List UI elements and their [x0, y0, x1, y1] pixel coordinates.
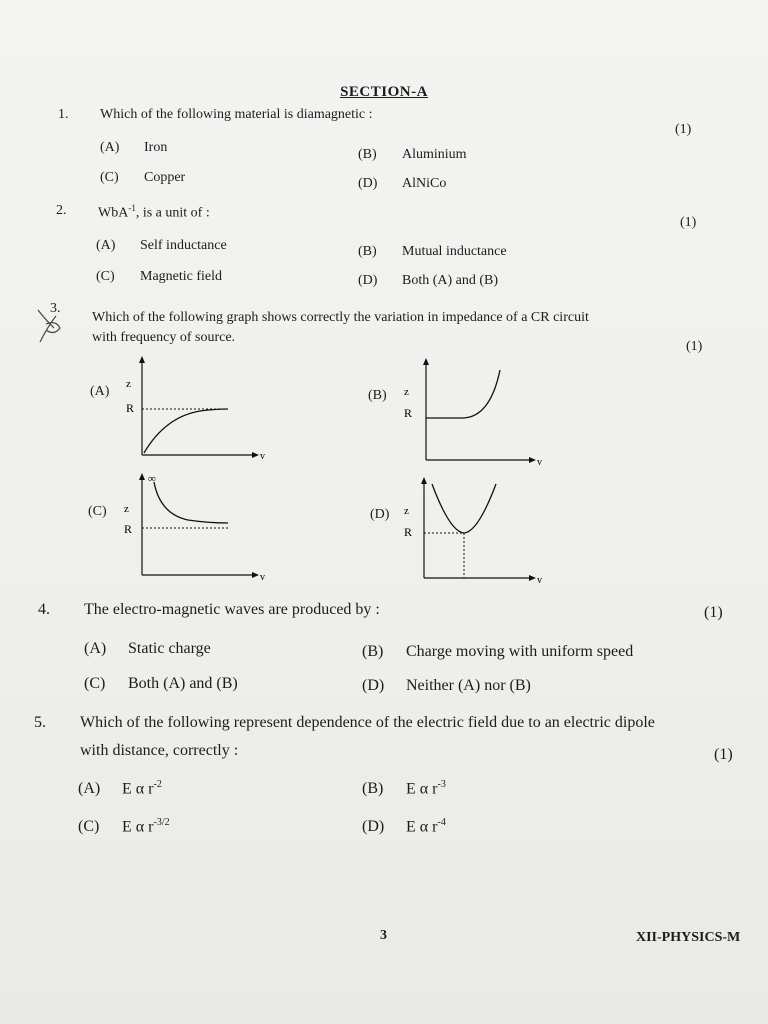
option-text: Copper [144, 170, 186, 185]
option-c [100, 170, 185, 186]
option-a [84, 640, 211, 658]
option-d [362, 817, 446, 836]
option-text: Self inductance [140, 238, 227, 253]
paper-code: XII-PHYSICS-M [636, 930, 741, 945]
option-label: (C) [78, 818, 100, 836]
question-text-line-2: with distance, correctly : [80, 742, 239, 759]
y-axis-label: z [126, 378, 131, 390]
option-b [358, 244, 507, 260]
option-label: (C) [100, 170, 119, 185]
question-text-line-1: Which of the following graph shows correctly the variation in impedance of a CR circuit [92, 310, 589, 325]
option-label: (C) [96, 269, 115, 284]
question-marks: (1) [675, 122, 692, 137]
option-text: Iron [144, 140, 168, 155]
option-text: Mutual inductance [402, 244, 507, 259]
option-exponent: -2 [153, 779, 162, 790]
option-text: Both (A) and (B) [402, 273, 499, 288]
option-a [100, 140, 167, 156]
question-text [98, 203, 210, 222]
option-c [78, 817, 170, 836]
option-a [78, 779, 162, 798]
option-d [358, 273, 498, 289]
unit-exponent: -1 [128, 203, 136, 213]
y-axis-label: z [124, 503, 129, 515]
option-c [84, 675, 238, 693]
y-axis-arrow-icon [423, 358, 429, 365]
question-number: 1. [58, 107, 69, 122]
option-text: E α r [406, 780, 438, 798]
y-axis-label: z [404, 386, 409, 398]
x-axis-label: v [260, 451, 265, 462]
option-text: E α r [122, 780, 154, 798]
option-label: (A) [96, 238, 116, 253]
y-axis-label: z [404, 505, 409, 517]
question-marks: (1) [714, 746, 733, 763]
x-axis-label: v [537, 457, 542, 468]
option-text: Neither (A) nor (B) [406, 677, 531, 694]
graph-c [120, 470, 280, 585]
section-title: SECTION-A [340, 84, 428, 100]
option-exponent: -3/2 [153, 817, 170, 828]
x-axis-arrow-icon [529, 575, 536, 581]
option-label: (A) [84, 640, 107, 657]
option-label: (A) [100, 140, 120, 155]
r-label: R [404, 525, 413, 539]
infinity-label: ∞ [148, 473, 156, 485]
impedance-curve [144, 409, 228, 453]
page-number: 3 [380, 928, 387, 943]
question-marks: (1) [704, 604, 723, 621]
option-label: (D) [362, 677, 385, 694]
option-label: (B) [362, 643, 384, 660]
option-text: Aluminium [402, 147, 467, 162]
option-label: (B) [362, 780, 384, 798]
graph-a [120, 355, 280, 470]
option-c [96, 269, 222, 285]
question-number: 3. [50, 301, 61, 316]
option-text: Both (A) and (B) [128, 675, 238, 692]
option-text: Charge moving with uniform speed [406, 643, 634, 660]
graph-b [400, 355, 550, 470]
unit-text: WbA [98, 205, 129, 221]
r-label: R [124, 522, 133, 536]
question-number: 4. [38, 601, 50, 618]
y-axis-arrow-icon [139, 356, 145, 363]
option-text: E α r [406, 818, 438, 836]
y-axis-arrow-icon [139, 473, 145, 480]
question-text-rest: , is a unit of : [135, 205, 210, 221]
option-text: AlNiCo [402, 176, 447, 191]
graph-b-label: (B) [368, 388, 387, 403]
x-axis-arrow-icon [529, 457, 536, 463]
option-a [96, 238, 227, 254]
question-text: The electro-magnetic waves are produced by : [84, 601, 380, 618]
option-label: (B) [358, 147, 377, 162]
option-b [362, 779, 446, 798]
y-axis-arrow-icon [421, 477, 427, 484]
option-label: (D) [362, 818, 385, 836]
option-label: (B) [358, 244, 377, 259]
question-number: 5. [34, 714, 46, 731]
x-axis-arrow-icon [252, 572, 259, 578]
question-number: 2. [56, 203, 67, 218]
impedance-curve [154, 482, 228, 523]
option-d [358, 176, 446, 192]
option-exponent: -3 [437, 779, 446, 790]
x-axis-arrow-icon [252, 452, 259, 458]
question-marks: (1) [680, 215, 697, 230]
question-text: Which of the following material is diamagnetic : [100, 107, 373, 122]
x-axis-label: v [260, 572, 265, 583]
option-text: E α r [122, 818, 154, 836]
question-marks: (1) [686, 339, 703, 354]
option-d [362, 677, 531, 695]
impedance-curve [426, 370, 500, 418]
option-b [362, 643, 633, 661]
question-text-line-1: Which of the following represent dependence of the electric field due to an electric dipole [80, 714, 655, 731]
option-text: Static charge [128, 640, 211, 657]
option-exponent: -4 [437, 817, 446, 828]
option-label: (D) [358, 176, 378, 191]
graph-a-label: (A) [90, 384, 110, 399]
option-label: (C) [84, 675, 106, 692]
graph-c-label: (C) [88, 504, 107, 519]
option-label: (A) [78, 780, 101, 798]
option-text: Magnetic field [140, 269, 223, 284]
option-b [358, 147, 467, 163]
option-label: (D) [358, 273, 378, 288]
question-text-line-2: with frequency of source. [92, 330, 236, 345]
impedance-curve [432, 484, 496, 533]
graph-d [400, 472, 550, 587]
r-label: R [404, 406, 413, 420]
r-label: R [126, 401, 135, 415]
graph-d-label: (D) [370, 507, 390, 522]
x-axis-label: v [537, 575, 542, 586]
